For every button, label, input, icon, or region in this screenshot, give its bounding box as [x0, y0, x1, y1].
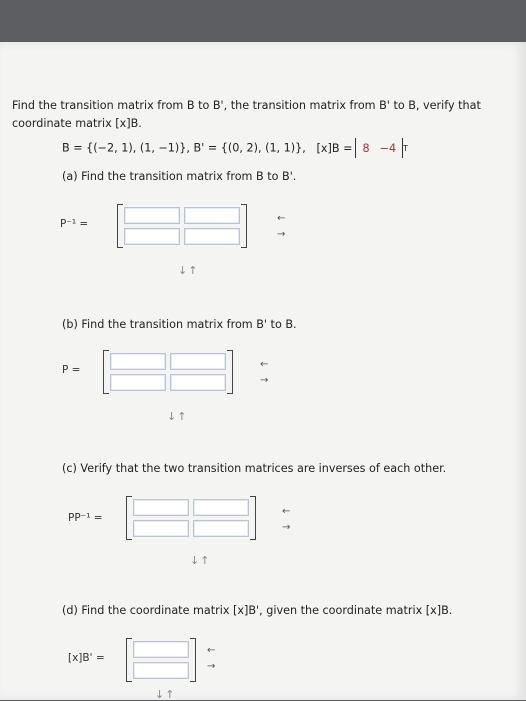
worksheet-page	[0, 42, 526, 700]
part-a-cell-12[interactable]	[184, 207, 240, 224]
coord-row-vector	[355, 138, 403, 158]
column-resize-arrows-icon[interactable]: ↓↑	[155, 688, 176, 701]
row-remove-arrow-icon[interactable]: ←	[282, 506, 291, 517]
row-remove-arrow-icon[interactable]: ←	[277, 213, 286, 224]
coordinate-matrix	[317, 138, 408, 158]
part-d-cell-2[interactable]	[133, 662, 189, 679]
part-b-matrix	[103, 350, 233, 394]
part-a-prompt: (a) Find the transition matrix from B to B'.	[62, 170, 297, 183]
column-resize-arrows-icon[interactable]: ↓↑	[190, 554, 211, 567]
part-a-cell-22[interactable]	[184, 228, 240, 245]
part-a-cell-21[interactable]	[124, 228, 180, 245]
part-c-cell-11[interactable]	[133, 499, 189, 516]
row-add-arrow-icon[interactable]: →	[277, 229, 286, 240]
part-a-cell-11[interactable]	[124, 207, 180, 224]
column-resize-arrows-icon[interactable]: ↓↑	[167, 410, 188, 423]
problem-statement: Find the transition matrix from B to B', the transition matrix from B' to B, verify that coordinate matrix [x]B.	[12, 99, 481, 130]
coord-value-2: −4	[379, 141, 397, 155]
row-add-arrow-icon[interactable]: →	[260, 375, 269, 386]
part-b-cell-11[interactable]	[110, 353, 166, 370]
coord-value-1: 8	[362, 141, 370, 155]
part-c-cell-21[interactable]	[133, 520, 189, 537]
part-d-cell-1[interactable]	[133, 641, 189, 658]
basis-b-prime: B' = {(0, 2), (1, 1)},	[193, 141, 306, 155]
part-b-cell-12[interactable]	[170, 353, 226, 370]
part-c-cell-12[interactable]	[193, 499, 249, 516]
part-c-prompt: (c) Verify that the two transition matrices are inverses of each other.	[62, 462, 447, 475]
column-resize-arrows-icon[interactable]: ↓↑	[178, 264, 199, 277]
row-remove-arrow-icon[interactable]: ←	[207, 645, 216, 656]
row-add-arrow-icon[interactable]: →	[282, 522, 291, 533]
basis-b: B = {(−2, 1), (1, −1)},	[62, 141, 190, 155]
part-d-lhs: [x]B' =	[68, 652, 105, 664]
part-d-prompt: (d) Find the coordinate matrix [x]B', given the coordinate matrix [x]B.	[62, 604, 453, 617]
coord-label: [x]B =	[316, 141, 353, 155]
row-add-arrow-icon[interactable]: →	[207, 661, 216, 672]
part-a-matrix	[117, 204, 247, 248]
part-b-lhs: P =	[62, 364, 81, 376]
transpose-mark: T	[403, 143, 408, 153]
part-c-lhs: PP⁻¹ =	[68, 512, 103, 524]
part-c-cell-22[interactable]	[193, 520, 249, 537]
part-d-matrix	[126, 638, 196, 682]
part-a-lhs: P⁻¹ =	[60, 218, 89, 230]
part-b-cell-21[interactable]	[110, 374, 166, 391]
row-remove-arrow-icon[interactable]: ←	[260, 359, 269, 370]
part-c-matrix	[126, 496, 256, 540]
part-b-prompt: (b) Find the transition matrix from B' to B.	[62, 318, 297, 331]
given-bases	[62, 138, 408, 158]
part-b-cell-22[interactable]	[170, 374, 226, 391]
